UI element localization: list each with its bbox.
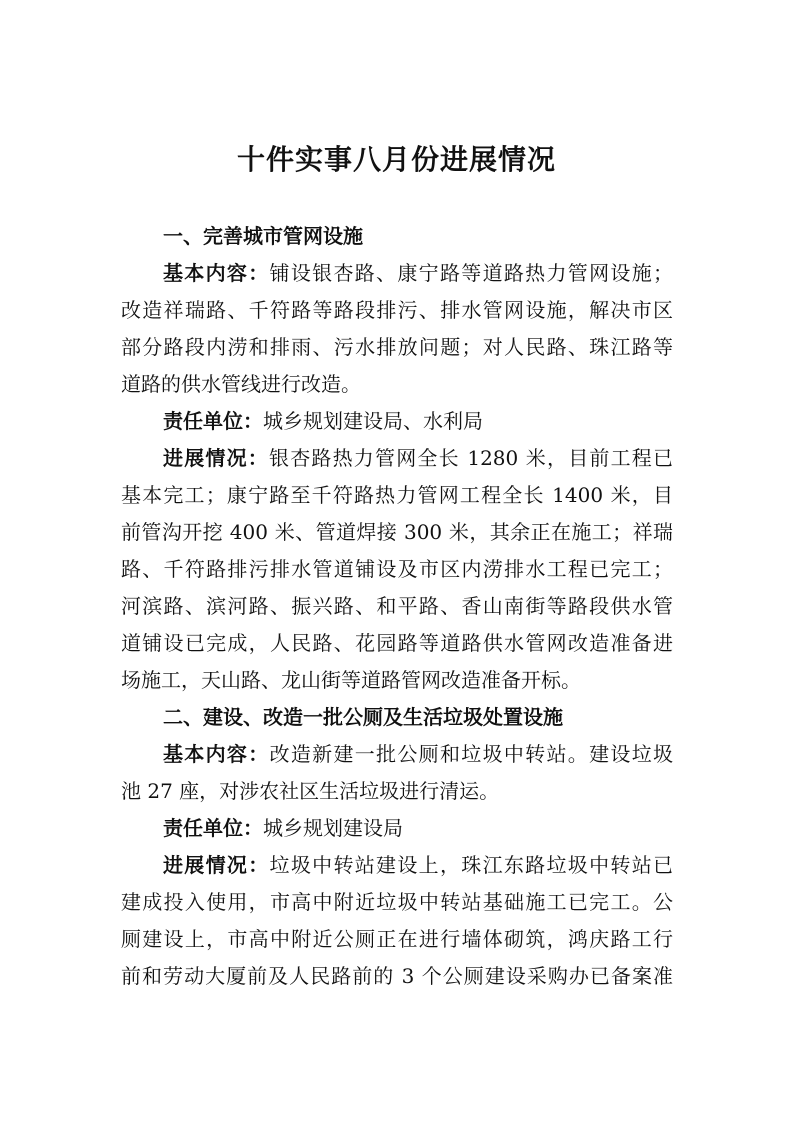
line-text: 场施工，天山路、龙山街等道路管网改造准备开标。 <box>121 668 581 692</box>
text-line <box>121 440 673 477</box>
paragraph-label: 责任单位： <box>163 816 263 840</box>
paragraph-label: 进展情况： <box>163 853 270 877</box>
line-text: 河滨路、滨河路、振兴路、和平路、香山南街等路段供水管 <box>121 594 673 618</box>
text-line <box>121 403 673 440</box>
line-text: 路、千符路排污排水管道铺设及市区内涝排水工程已完工； <box>121 557 673 581</box>
line-text: 道铺设已完成，人民路、花园路等道路供水管网改造准备进 <box>121 631 673 655</box>
paragraph <box>121 847 673 995</box>
line-text: 改造新建一批公厕和垃圾中转站。建设垃圾 <box>269 742 674 766</box>
section <box>121 218 673 699</box>
line-text: 池 27 座，对涉农社区生活垃圾进行清运。 <box>121 779 500 803</box>
paragraph-label: 基本内容： <box>163 261 270 285</box>
text-line <box>121 958 673 995</box>
line-text: 部分路段内涝和排雨、污水排放问题；对人民路、珠江路等 <box>121 335 673 359</box>
text-line <box>121 292 673 329</box>
line-text: 前和劳动大厦前及人民路前的 3 个公厕建设采购办已备案准 <box>121 964 673 988</box>
line-text: 铺设银杏路、康宁路等道路热力管网设施； <box>269 261 674 285</box>
text-line <box>121 625 673 662</box>
text-line <box>121 773 673 810</box>
paragraph <box>121 810 673 847</box>
line-text: 厕建设上，市高中附近公厕正在进行墙体砌筑，鸿庆路工行 <box>121 927 673 951</box>
paragraph-label: 责任单位： <box>163 409 263 433</box>
text-line <box>121 477 673 514</box>
text-line <box>121 366 673 403</box>
text-line <box>121 810 673 847</box>
text-line <box>121 847 673 884</box>
line-text: 城乡规划建设局 <box>263 816 403 840</box>
text-line <box>121 255 673 292</box>
text-line <box>121 662 673 699</box>
line-text: 前管沟开挖 400 米、管道焊接 300 米，其余正在施工；祥瑞 <box>121 520 673 544</box>
line-text: 城乡规划建设局、水利局 <box>263 409 483 433</box>
section-heading: 二、建设、改造一批公厕及生活垃圾处置设施 <box>163 705 563 729</box>
section <box>121 699 673 995</box>
paragraph <box>121 440 673 699</box>
line-text: 基本完工；康宁路至千符路热力管网工程全长 1400 米，目 <box>121 483 673 507</box>
line-text: 银杏路热力管网全长 1280 米，目前工程已 <box>269 446 673 470</box>
line-text: 建成投入使用，市高中附近垃圾中转站基础施工已完工。公 <box>121 890 673 914</box>
text-line <box>121 514 673 551</box>
text-line <box>121 884 673 921</box>
paragraph <box>121 403 673 440</box>
paragraph <box>121 736 673 810</box>
text-line <box>121 736 673 773</box>
paragraph-label: 基本内容： <box>163 742 270 766</box>
line-text: 道路的供水管线进行改造。 <box>121 372 361 396</box>
section-heading: 一、完善城市管网设施 <box>163 224 363 248</box>
text-line <box>121 551 673 588</box>
document-title: 十件实事八月份进展情况 <box>236 143 556 176</box>
text-line <box>121 588 673 625</box>
line-text: 垃圾中转站建设上，珠江东路垃圾中转站已 <box>269 853 674 877</box>
paragraph <box>121 255 673 403</box>
document-body <box>121 218 673 995</box>
paragraph-label: 进展情况： <box>163 446 269 470</box>
text-line <box>121 329 673 366</box>
line-text: 改造祥瑞路、千符路等路段排污、排水管网设施，解决市区 <box>121 298 673 322</box>
text-line <box>121 921 673 958</box>
